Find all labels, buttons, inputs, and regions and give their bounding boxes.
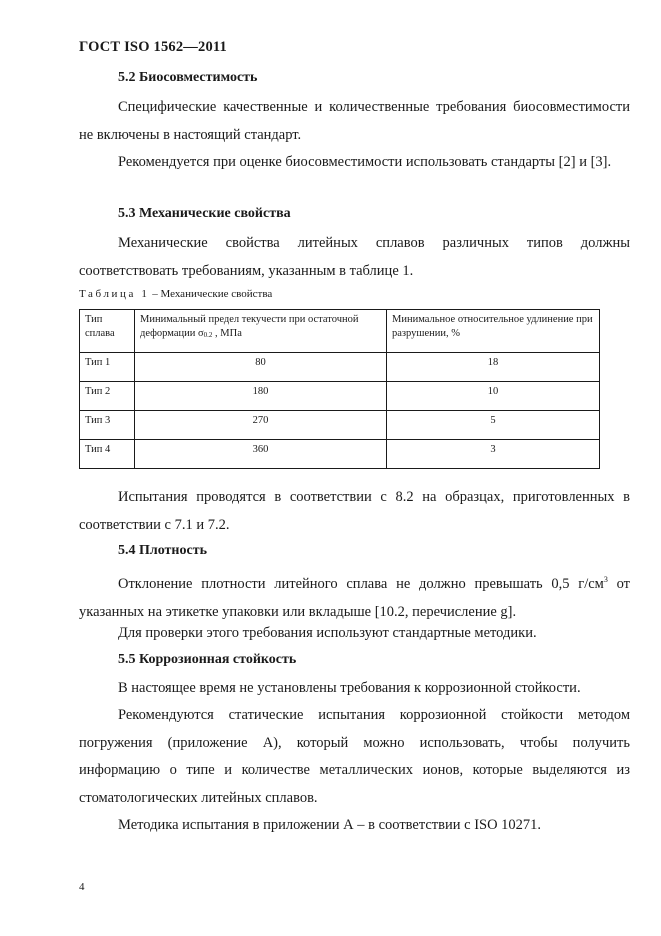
cell-type: Тип 1 [80, 353, 135, 382]
section-heading-mechanical: 5.3 Механические свойства [118, 206, 291, 221]
paragraph-corrosion-1: В настоящее время не установлены требования к коррозионной стойкости. [118, 680, 581, 696]
table-header-row [80, 310, 600, 353]
cell-elongation: 10 [387, 382, 600, 411]
document-header: ГОСТ ISO 1562—2011 [79, 39, 227, 55]
mechanical-properties-table [79, 309, 600, 469]
table-row [80, 440, 600, 469]
paragraph-biocompatibility-1: Специфические качественные и количественные требования биосовместимости не включены в настоящий стандарт. [79, 99, 630, 143]
paragraph-testing: Испытания проводятся в соответствии с 8.2 на образцах, приготовленных в соответствии с 7.1 и 7.2. [79, 489, 630, 533]
header-yield-strength [135, 310, 387, 353]
page-number: 4 [79, 881, 85, 893]
table-row [80, 382, 600, 411]
paragraph-mechanical-1: Механические свойства литейных сплавов различных типов должны соответствовать требованиям, указанным в таблице 1. [79, 235, 630, 279]
header-yield-text: Минимальный предел текучести при остаточной деформации σ [140, 314, 359, 339]
cell-yield: 360 [135, 440, 387, 469]
header-alloy-type: Тип сплава [80, 310, 135, 353]
table-row [80, 411, 600, 440]
section-heading-biocompatibility: 5.2 Биосовместимость [118, 70, 258, 85]
table-caption-number: Таблица 1 [79, 288, 150, 300]
density-text-b: от указанных на этикетке упаковки или вкладыше [10.2, перечисление g]. [79, 576, 630, 620]
cell-elongation: 3 [387, 440, 600, 469]
header-yield-unit: , МПа [212, 328, 242, 339]
cell-yield: 80 [135, 353, 387, 382]
header-elongation: Минимальное относительное удлинение при разрушении, % [387, 310, 600, 353]
cell-elongation: 5 [387, 411, 600, 440]
cell-yield: 270 [135, 411, 387, 440]
section-heading-density: 5.4 Плотность [118, 543, 207, 558]
density-text-a: Отклонение плотности литейного сплава не должно превышать 0,5 г/см [118, 576, 604, 592]
paragraph-density-1 [79, 566, 630, 626]
cell-elongation: 18 [387, 353, 600, 382]
header-yield-subscript: 0.2 [203, 331, 213, 339]
paragraph-corrosion-3: Методика испытания в приложении А – в соответствии с ISO 10271. [118, 817, 542, 833]
paragraph-density-2: Для проверки этого требования используют стандартные методики. [118, 625, 537, 641]
paragraph-corrosion-2: Рекомендуются статические испытания коррозионной стойкости методом погружения (приложение А), который можно использовать, чтобы получить информацию о типе и количестве металлических ионов, которые выделяются из стоматологических литейных сплавов. [79, 707, 630, 806]
paragraph-biocompatibility-2: Рекомендуется при оценке биосовместимости использовать стандарты [2] и [3]. [118, 154, 612, 170]
density-superscript: 3 [603, 575, 608, 584]
table-caption-title: – Механические свойства [149, 288, 273, 300]
table-caption [79, 288, 272, 300]
table-row [80, 353, 600, 382]
cell-yield: 180 [135, 382, 387, 411]
section-heading-corrosion: 5.5 Коррозионная стойкость [118, 652, 297, 667]
cell-type: Тип 4 [80, 440, 135, 469]
cell-type: Тип 3 [80, 411, 135, 440]
cell-type: Тип 2 [80, 382, 135, 411]
